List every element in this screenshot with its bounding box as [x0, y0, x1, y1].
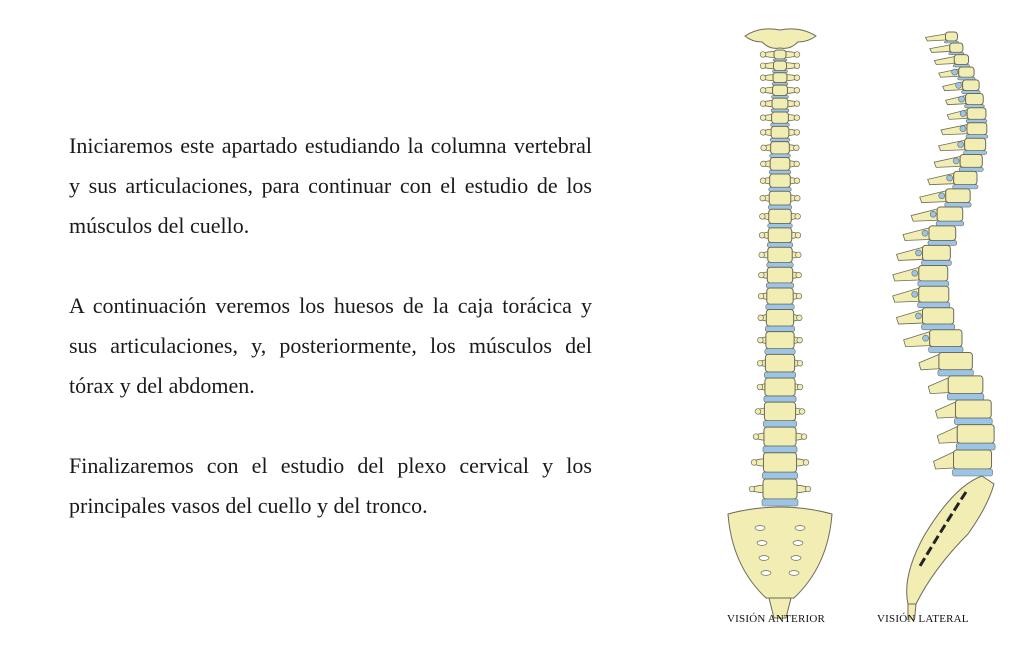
vertebral-body: [768, 228, 791, 243]
process-knob: [749, 486, 755, 492]
vertebral-body: [946, 189, 970, 203]
spinous-process: [925, 34, 945, 41]
paragraph-3: Finalizaremos con el estudio del plexo cervical y los principales vasos del cuello y del tronco.: [69, 453, 592, 518]
sacral-foramen: [791, 556, 801, 561]
spine-illustration: [720, 20, 1010, 620]
intervertebral-disc: [762, 472, 797, 479]
facet-joint: [912, 270, 918, 276]
facet-joint: [923, 335, 929, 341]
sacral-foramen: [789, 571, 799, 576]
process-knob: [794, 178, 800, 184]
paragraph-2: A continuación veremos los huesos de la caja torácica y sus articulaciones, y, posteriormente, los músculos del tórax y del abdomen.: [69, 293, 592, 398]
intervertebral-disc: [767, 243, 792, 248]
process-knob: [796, 293, 802, 299]
process-knob: [803, 460, 809, 466]
vertebral-body: [959, 67, 974, 77]
intervertebral-disc: [945, 203, 971, 207]
intervertebral-disc: [766, 283, 793, 288]
facet-joint: [947, 175, 953, 181]
spinous-process: [919, 355, 939, 370]
process-knob: [760, 130, 766, 136]
intervertebral-disc: [762, 499, 798, 506]
intro-text: [69, 126, 592, 566]
process-knob: [794, 88, 800, 94]
vertebral-body: [772, 112, 789, 123]
vertebral-body: [967, 108, 986, 120]
vertebral-body: [770, 157, 790, 170]
vertebral-body: [773, 73, 787, 83]
vertebral-body: [763, 453, 796, 473]
sacral-foramen: [761, 571, 771, 576]
vertebral-body: [771, 126, 789, 138]
vertebral-body: [769, 209, 792, 223]
process-knob: [760, 88, 766, 94]
facet-joint: [953, 158, 959, 164]
vertebral-body: [954, 450, 992, 469]
process-knob: [753, 434, 759, 440]
process-knob: [761, 145, 767, 151]
intervertebral-disc: [929, 347, 963, 353]
vertebral-body: [767, 288, 793, 304]
intervertebral-disc: [763, 421, 796, 427]
spine-lateral-view: [893, 32, 995, 620]
process-knob: [795, 232, 801, 238]
process-knob: [760, 101, 766, 107]
vertebral-body: [765, 378, 795, 396]
intervertebral-disc: [764, 396, 796, 402]
vertebral-body: [960, 154, 982, 167]
spinous-process: [928, 378, 948, 394]
intervertebral-disc: [947, 394, 984, 400]
process-knob: [760, 115, 766, 121]
process-knob: [757, 360, 763, 366]
intervertebral-disc: [766, 304, 794, 309]
facet-joint: [956, 82, 962, 88]
intervertebral-disc: [765, 326, 794, 331]
process-knob: [795, 214, 801, 220]
vertebral-body: [767, 267, 792, 283]
intervertebral-disc: [922, 260, 952, 265]
process-knob: [794, 161, 800, 167]
intervertebral-disc: [928, 241, 957, 246]
vertebral-body: [965, 138, 986, 150]
vertebral-body: [764, 402, 795, 421]
caption-lateral-view: VISIÓN LATERAL: [877, 613, 969, 625]
process-knob: [794, 115, 800, 121]
intervertebral-disc: [938, 370, 973, 376]
vertebral-body: [774, 50, 786, 59]
process-knob: [797, 315, 803, 321]
vertebral-body: [770, 174, 791, 187]
vertebral-body: [765, 354, 794, 372]
process-knob: [794, 63, 800, 69]
sacral-foramen: [793, 541, 803, 546]
process-knob: [751, 460, 757, 466]
vertebral-body: [967, 123, 987, 135]
vertebral-body: [937, 207, 963, 221]
vertebral-body: [771, 142, 790, 154]
sacral-foramen: [795, 526, 805, 531]
vertebral-body: [930, 330, 962, 347]
vertebral-body: [768, 247, 792, 262]
process-knob: [794, 101, 800, 107]
process-knob: [801, 434, 807, 440]
process-knob: [760, 214, 766, 220]
vertebral-body: [766, 309, 793, 326]
process-knob: [758, 315, 764, 321]
vertebral-body: [919, 286, 949, 302]
process-knob: [757, 384, 763, 390]
intervertebral-disc: [763, 446, 797, 453]
atlas-vertebra: [745, 29, 816, 49]
facet-joint: [960, 111, 966, 117]
process-knob: [761, 161, 767, 167]
sacrum-lateral: [907, 476, 994, 604]
vertebral-body: [966, 94, 984, 105]
intervertebral-disc: [765, 349, 795, 355]
spinous-process: [935, 402, 955, 418]
intervertebral-disc: [921, 324, 954, 330]
vertebral-body: [773, 85, 788, 95]
vertebral-body: [955, 400, 991, 418]
process-knob: [797, 360, 803, 366]
caption-anterior-view: VISIÓN ANTERIOR: [727, 613, 826, 625]
intervertebral-disc: [767, 262, 793, 267]
intervertebral-disc: [768, 224, 793, 228]
facet-joint: [912, 291, 918, 297]
intervertebral-disc: [953, 469, 993, 476]
vertebral-body: [957, 425, 994, 444]
spinous-process: [937, 427, 957, 444]
vertebral-body: [763, 479, 797, 499]
process-knob: [797, 337, 803, 343]
sacral-foramen: [759, 556, 769, 561]
vertebral-body: [923, 245, 951, 260]
spinous-process: [930, 45, 950, 52]
sacral-foramen: [755, 526, 765, 531]
process-knob: [794, 75, 800, 81]
facet-joint: [959, 96, 965, 102]
paragraph-1: Iniciaremos este apartado estudiando la columna vertebral y sus articulaciones, para continuar con el estudio de los músculos del cuello.: [69, 133, 592, 238]
vertebral-body: [772, 98, 788, 109]
process-knob: [795, 195, 801, 201]
vertebral-body: [766, 332, 794, 349]
intervertebral-disc: [768, 205, 792, 209]
process-knob: [759, 232, 765, 238]
process-knob: [760, 63, 766, 69]
facet-joint: [915, 313, 921, 319]
vertebral-body: [948, 376, 983, 394]
process-knob: [796, 272, 802, 278]
intervertebral-disc: [966, 135, 988, 139]
facet-joint: [922, 230, 928, 236]
vertebral-body: [929, 226, 956, 241]
intervertebral-disc: [964, 151, 987, 155]
process-knob: [799, 409, 805, 415]
facet-joint: [939, 193, 945, 199]
facet-joint: [916, 250, 922, 256]
intervertebral-disc: [764, 372, 795, 378]
process-knob: [759, 272, 765, 278]
intervertebral-disc: [769, 170, 791, 174]
vertebral-body: [950, 43, 963, 52]
process-knob: [760, 195, 766, 201]
process-knob: [755, 409, 761, 415]
process-knob: [796, 252, 802, 258]
facet-joint: [952, 69, 958, 75]
process-knob: [797, 384, 803, 390]
process-knob: [805, 486, 811, 492]
vertebral-body: [769, 191, 791, 205]
intervertebral-disc: [959, 167, 983, 171]
intervertebral-disc: [918, 302, 950, 307]
process-knob: [794, 130, 800, 136]
intervertebral-disc: [936, 221, 964, 226]
spinous-process: [934, 452, 954, 469]
intervertebral-disc: [954, 418, 992, 425]
process-knob: [760, 178, 766, 184]
vertebral-body: [774, 61, 787, 70]
spine-diagram: [720, 20, 1010, 620]
vertebral-body: [939, 353, 972, 370]
process-knob: [794, 145, 800, 151]
sacrum: [728, 507, 832, 598]
vertebral-body: [945, 32, 957, 41]
intervertebral-disc: [956, 443, 995, 450]
sacral-foramen: [757, 541, 767, 546]
process-knob: [758, 337, 764, 343]
spinous-process: [934, 57, 954, 65]
process-knob: [760, 52, 766, 58]
facet-joint: [960, 126, 966, 132]
intervertebral-disc: [953, 185, 978, 189]
process-knob: [758, 293, 764, 299]
vertebral-body: [922, 308, 953, 324]
process-knob: [760, 75, 766, 81]
vertebral-body: [919, 265, 948, 281]
intervertebral-disc: [769, 187, 792, 191]
vertebral-body: [963, 80, 980, 91]
vertebral-body: [764, 427, 796, 446]
spine-anterior-view: [728, 29, 832, 618]
vertebral-body: [954, 55, 968, 65]
process-knob: [759, 252, 765, 258]
process-knob: [794, 52, 800, 58]
facet-joint: [958, 142, 964, 148]
intervertebral-disc: [770, 154, 791, 158]
facet-joint: [930, 211, 936, 217]
intervertebral-disc: [918, 281, 949, 286]
vertebral-body: [954, 171, 977, 184]
